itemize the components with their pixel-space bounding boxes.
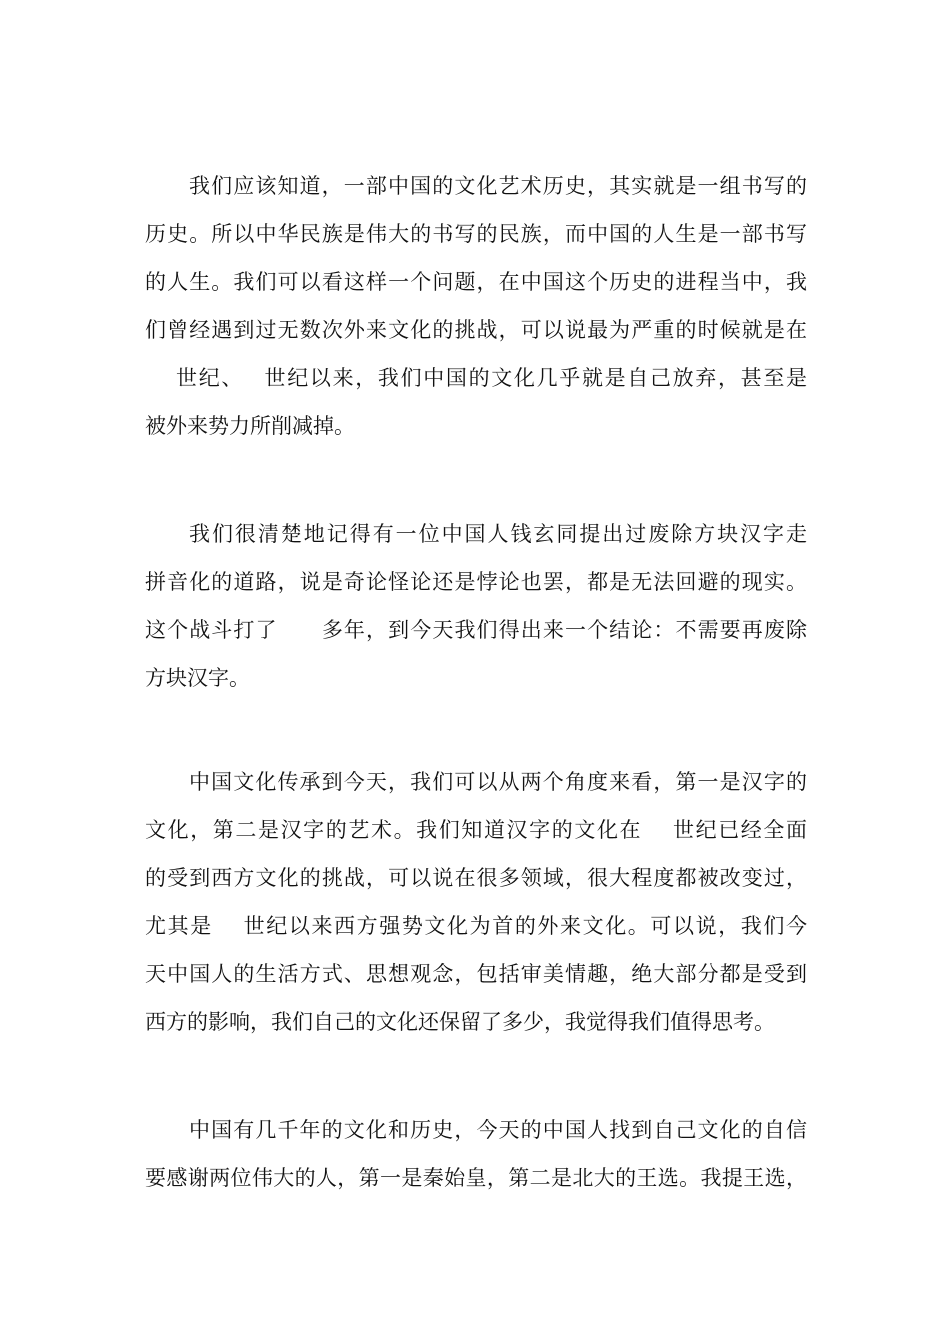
text-line: 被外来势力所削减掉。 (145, 414, 355, 438)
text-line: 方块汉字。 (145, 666, 250, 690)
text-line: 文化，第二是汉字的艺术。我们知道汉字的文化在 世纪已经全面 (145, 818, 807, 842)
text-line: 的受到西方文化的挑战，可以说在很多领域，很大程度都被改变过， (145, 866, 807, 890)
text-line: 的人生。我们可以看这样一个问题，在中国这个历史的进程当中，我 (145, 270, 807, 294)
text-line: 历史。所以中华民族是伟大的书写的民族，而中国的人生是一部书写 (145, 222, 807, 246)
text-line: 我们很清楚地记得有一位中国人钱玄同提出过废除方块汉字走 (189, 522, 807, 546)
text-line: 中国文化传承到今天，我们可以从两个角度来看，第一是汉字的 (189, 770, 807, 794)
text-line: 西方的影响，我们自己的文化还保留了多少，我觉得我们值得思考。 (145, 1010, 775, 1034)
text-line: 中国有几千年的文化和历史，今天的中国人找到自己文化的自信 (189, 1118, 807, 1142)
text-line: 要感谢两位伟大的人，第一是秦始皇，第二是北大的王选。我提王选， (145, 1166, 807, 1190)
text-line: 尤其是 世纪以来西方强势文化为首的外来文化。可以说，我们今 (145, 914, 807, 938)
text-line: 们曾经遇到过无数次外来文化的挑战，可以说最为严重的时候就是在 (145, 318, 807, 342)
paragraph-1 (145, 162, 807, 450)
text-line: 这个战斗打了 多年，到今天我们得出来一个结论：不需要再废除 (145, 618, 807, 642)
text-line: 我们应该知道，一部中国的文化艺术历史，其实就是一组书写的 (189, 174, 807, 198)
text-line: 拼音化的道路，说是奇论怪论还是悖论也罢，都是无法回避的现实。 (145, 570, 807, 594)
paragraph-4 (145, 1106, 807, 1202)
paragraph-3 (145, 758, 807, 1046)
text-line: 世纪、 世纪以来，我们中国的文化几乎就是自己放弃，甚至是 (145, 366, 807, 390)
paragraph-2 (145, 510, 807, 702)
text-line: 天中国人的生活方式、思想观念，包括审美情趣，绝大部分都是受到 (145, 962, 807, 986)
